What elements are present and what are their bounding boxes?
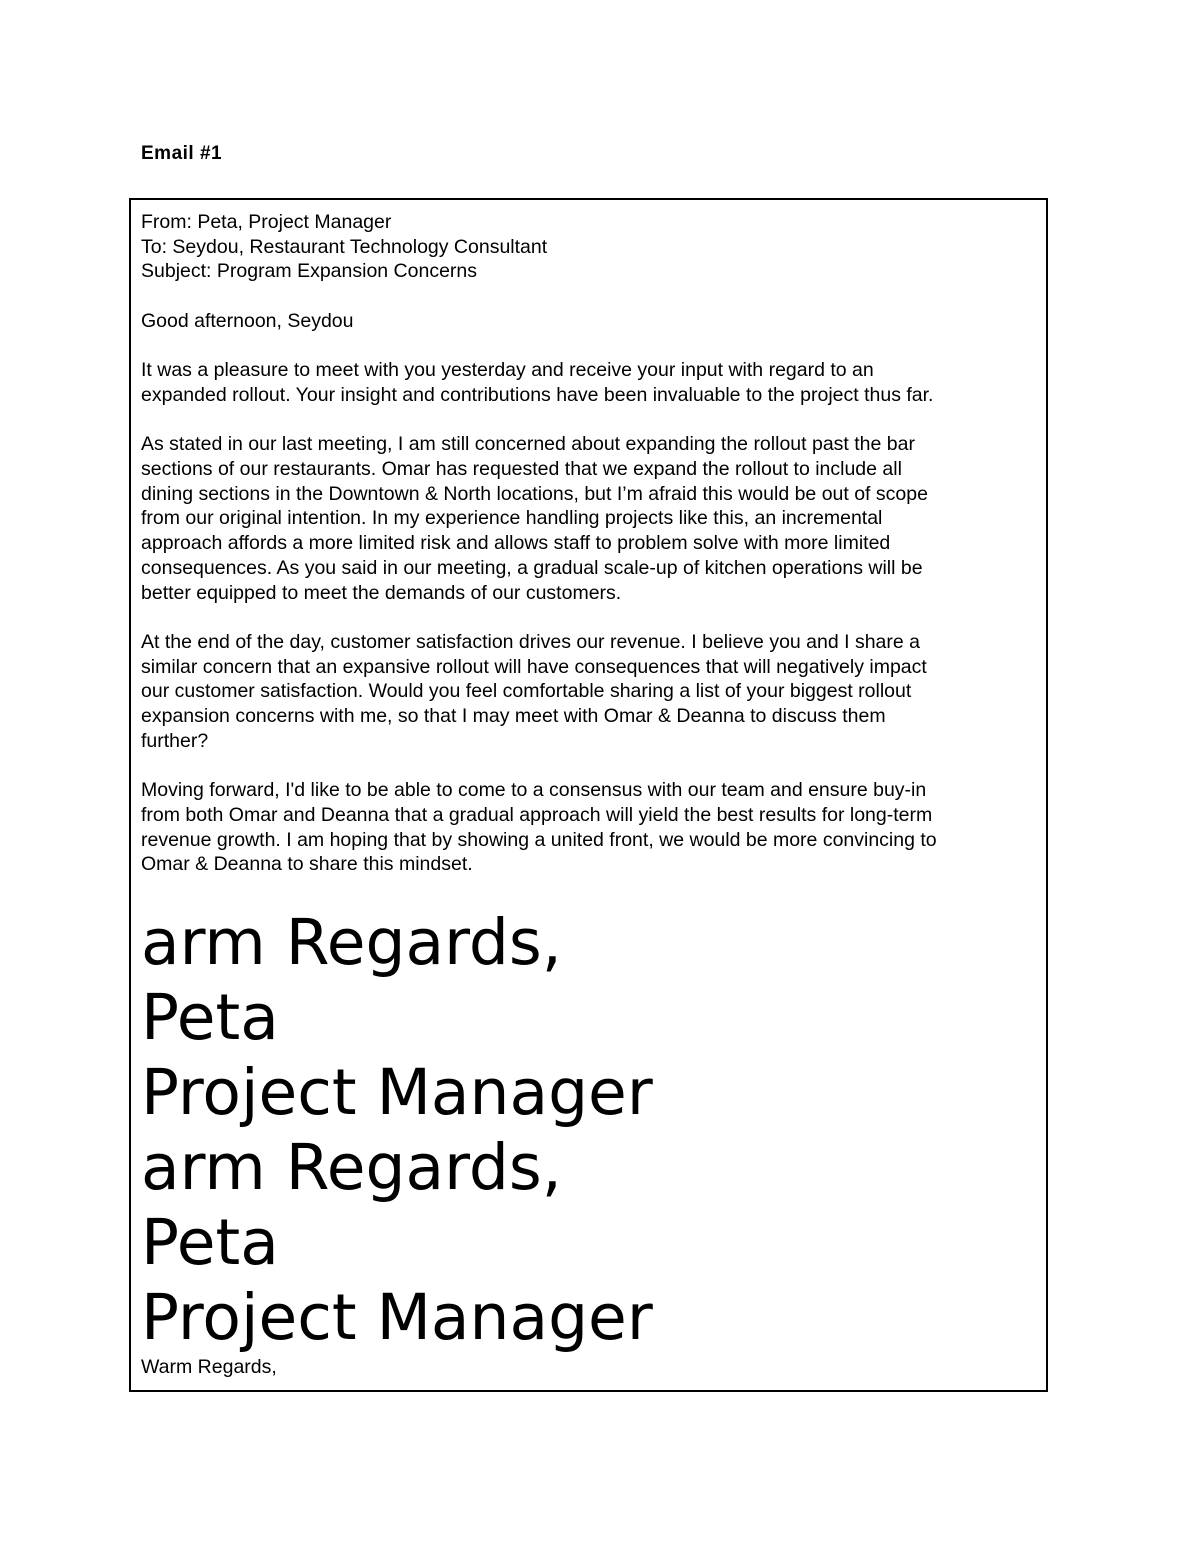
document-heading: Email #1 [141, 143, 223, 164]
paragraph-3 [141, 630, 1036, 754]
paragraph-line: better equipped to meet the demands of our customers. [141, 581, 622, 604]
email-body [141, 210, 1036, 1380]
email-box [129, 198, 1048, 1392]
signature-block-1 [141, 905, 1036, 1130]
paragraph-line: Omar & Deanna to share this mindset. [141, 853, 473, 876]
paragraph-line: consequences. As you said in our meeting, a gradual scale-up of kitchen operations will be [141, 556, 923, 579]
paragraph-line: approach affords a more limited risk and allows staff to problem solve with more limited [141, 532, 891, 555]
paragraph-1 [141, 358, 1036, 407]
signature-closing: arm Regards, [141, 1130, 562, 1204]
paragraph-line: As stated in our last meeting, I am still concerned about expanding the rollout past the bar [141, 433, 915, 456]
paragraph-line: It was a pleasure to meet with you yesterday and receive your input with regard to an [141, 359, 874, 382]
paragraph-line: dining sections in the Downtown & North locations, but I’m afraid this would be out of scope [141, 482, 928, 505]
paragraph-line: our customer satisfaction. Would you feel comfortable sharing a list of your biggest rollout [141, 680, 912, 703]
paragraph-line: from our original intention. In my experience handling projects like this, an incremental [141, 507, 883, 530]
signature-block-2 [141, 1130, 1036, 1355]
paragraph-line: similar concern that an expansive rollout will have consequences that will negatively impact [141, 655, 927, 678]
paragraph-line: expansion concerns with me, so that I may meet with Omar & Deanna to discuss them [141, 705, 886, 727]
to-line: To: Seydou, Restaurant Technology Consultant [141, 235, 548, 258]
email-header [141, 210, 1036, 284]
from-line: From: Peta, Project Manager [141, 211, 392, 233]
paragraph-line: expanded rollout. Your insight and contributions have been invaluable to the project thus far. [141, 383, 934, 406]
spacer [141, 284, 1036, 309]
paragraph-4 [141, 778, 1036, 877]
signature-name: Peta [141, 980, 279, 1054]
paragraph-line: Moving forward, I'd like to be able to come to a consensus with our team and ensure buy-in [141, 779, 927, 802]
final-closing: Warm Regards, [141, 1355, 277, 1378]
signature-name: Peta [141, 1205, 279, 1279]
paragraph-line: sections of our restaurants. Omar has requested that we expand the rollout to include all [141, 457, 902, 480]
signature-title: Project Manager [141, 1055, 653, 1129]
spacer [141, 334, 1036, 359]
paragraph-2 [141, 432, 1036, 605]
signature-title: Project Manager [141, 1280, 653, 1354]
paragraph-line: revenue growth. I am hoping that by showing a united front, we would be more convincing to [141, 828, 937, 851]
paragraph-line: further? [141, 729, 209, 752]
signature-closing: arm Regards, [141, 905, 562, 979]
paragraph-line: At the end of the day, customer satisfaction drives our revenue. I believe you and I share a [141, 630, 921, 653]
paragraph-line: from both Omar and Deanna that a gradual approach will yield the best results for long-term [141, 803, 933, 826]
subject-line: Subject: Program Expansion Concerns [141, 260, 478, 283]
greeting: Good afternoon, Seydou [141, 309, 354, 332]
